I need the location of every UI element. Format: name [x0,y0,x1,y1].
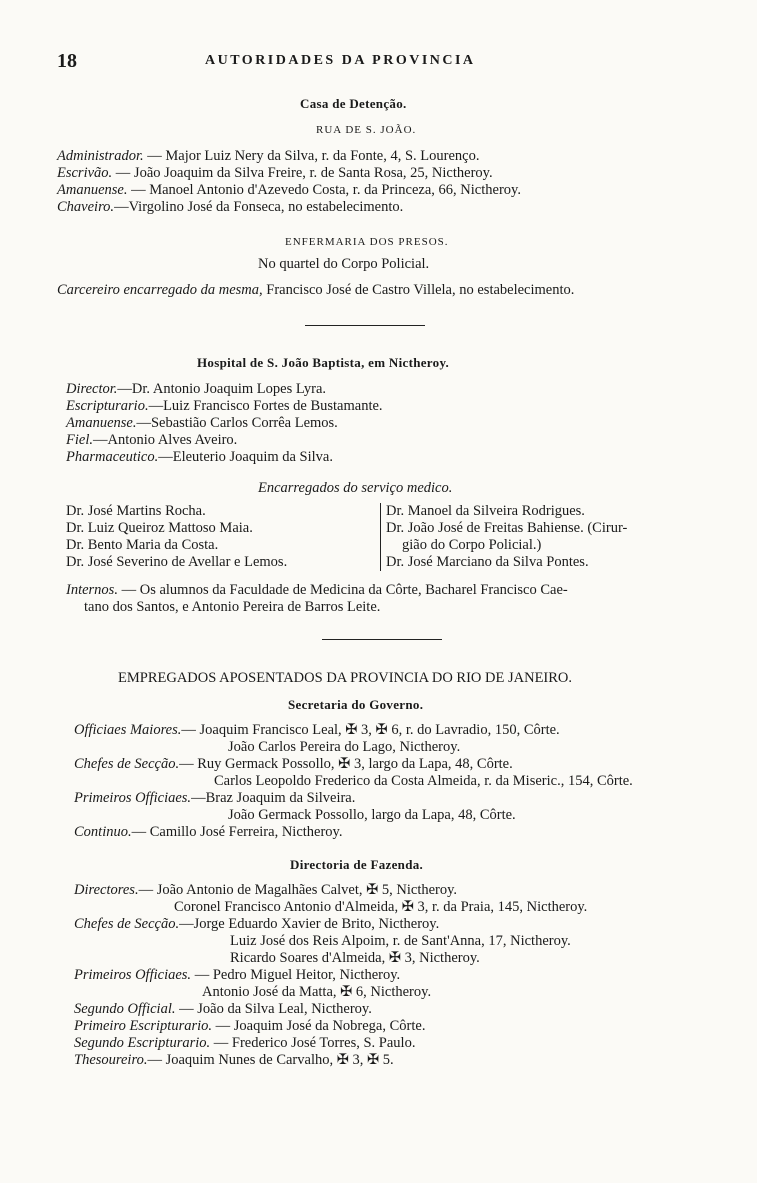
fazenda-row: Chefes de Secção.—Jorge Eduardo Xavier de Brito, Nictheroy. [74,916,440,932]
medical-service-title: Encarregados do serviço medico. [258,480,453,496]
hospital-row: Director.—Dr. Antonio Joaquim Lopes Lyra. [66,381,327,397]
fazenda-row: Segundo Official. — João da Silva Leal, Nictheroy. [74,1001,372,1017]
secretaria-row: Officiaes Maiores.— Joaquim Francisco Leal, ✠ 3, ✠ 6, r. do Lavradio, 150, Côrte. [74,722,560,738]
column-divider [380,503,381,571]
secretaria-row: João Carlos Pereira do Lago, Nictheroy. [228,739,461,755]
detencao-row: Escrivão. — João Joaquim da Silva Freire, r. de Santa Rosa, 25, Nictheroy. [57,165,493,181]
doctor-right: Dr. João José de Freitas Bahiense. (Cirur- [386,520,628,536]
infirmary-place: No quartel do Corpo Policial. [258,256,430,272]
infirmary-title: ENFERMARIA DOS PRESOS. [285,236,449,248]
hospital-row: Fiel.—Antonio Alves Aveiro. [66,432,238,448]
hospital-row: Escripturario.—Luiz Francisco Fortes de Bustamante. [66,398,383,414]
subsection-title-fazenda: Directoria de Fazenda. [290,857,424,872]
internos-row-continued: tano dos Santos, e Antonio Pereira de Barros Leite. [84,599,381,615]
fazenda-row: Segundo Escripturario. — Frederico José Torres, S. Paulo. [74,1035,416,1051]
detencao-row: Amanuense. — Manoel Antonio d'Azevedo Costa, r. da Princeza, 66, Nictheroy. [57,182,521,198]
doctor-left: Dr. Bento Maria da Costa. [66,537,219,553]
section-title-aposentados: EMPREGADOS APOSENTADOS DA PROVINCIA DO RIO DE JANEIRO. [118,670,573,686]
doctor-right: gião do Corpo Policial.) [402,537,542,553]
section-divider [305,325,425,326]
section-title-hospital: Hospital de S. João Baptista, em Nictheroy. [197,355,450,370]
secretaria-row: Continuo.— Camillo José Ferreira, Nictheroy. [74,824,343,840]
page-number: 18 [57,50,77,72]
fazenda-row: Antonio José da Matta, ✠ 6, Nictheroy. [202,984,432,1000]
jailer-row: Carcereiro encarregado da mesma, Francisco José de Castro Villela, no estabelecimento. [57,282,575,298]
doctor-right: Dr. José Marciano da Silva Pontes. [386,554,589,570]
doctor-left: Dr. José Martins Rocha. [66,503,206,519]
section-title-detencao: Casa de Detenção. [300,96,407,111]
secretaria-row: Chefes de Secção.— Ruy Germack Possollo, ✠ 3, largo da Lapa, 48, Côrte. [74,756,513,772]
running-title: AUTORIDADES DA PROVINCIA [205,53,476,68]
street-heading: RUA DE S. JOÃO. [316,124,417,136]
fazenda-row: Coronel Francisco Antonio d'Almeida, ✠ 3, r. da Praia, 145, Nictheroy. [174,899,588,915]
fazenda-row: Directores.— João Antonio de Magalhães Calvet, ✠ 5, Nictheroy. [74,882,458,898]
detencao-row: Administrador. — Major Luiz Nery da Silva, r. da Fonte, 4, S. Lourenço. [57,148,480,164]
secretaria-row: Carlos Leopoldo Frederico da Costa Almeida, r. da Miseric., 154, Côrte. [214,773,633,789]
subsection-title-secretaria: Secretaria do Governo. [288,697,424,712]
fazenda-row: Luiz José dos Reis Alpoim, r. de Sant'Anna, 17, Nictheroy. [230,933,571,949]
fazenda-row: Thesoureiro.— Joaquim Nunes de Carvalho, ✠ 3, ✠ 5. [74,1052,394,1068]
doctor-left: Dr. José Severino de Avellar e Lemos. [66,554,288,570]
doctor-left: Dr. Luiz Queiroz Mattoso Maia. [66,520,253,536]
hospital-row: Amanuense.—Sebastião Carlos Corrêa Lemos. [66,415,338,431]
detencao-row: Chaveiro.—Virgolino José da Fonseca, no estabelecimento. [57,199,404,215]
secretaria-row: João Germack Possollo, largo da Lapa, 48, Côrte. [228,807,516,823]
hospital-row: Pharmaceutico.—Eleuterio Joaquim da Silva. [66,449,333,465]
fazenda-row: Primeiro Escripturario. — Joaquim José da Nobrega, Côrte. [74,1018,426,1034]
internos-row: Internos. — Os alumnos da Faculdade de Medicina da Côrte, Bacharel Francisco Cae- [66,582,568,598]
section-divider [322,639,442,640]
fazenda-row: Primeiros Officiaes. — Pedro Miguel Heitor, Nictheroy. [74,967,401,983]
secretaria-row: Primeiros Officiaes.—Braz Joaquim da Silveira. [74,790,356,806]
doctor-right: Dr. Manoel da Silveira Rodrigues. [386,503,585,519]
fazenda-row: Ricardo Soares d'Almeida, ✠ 3, Nictheroy. [230,950,480,966]
